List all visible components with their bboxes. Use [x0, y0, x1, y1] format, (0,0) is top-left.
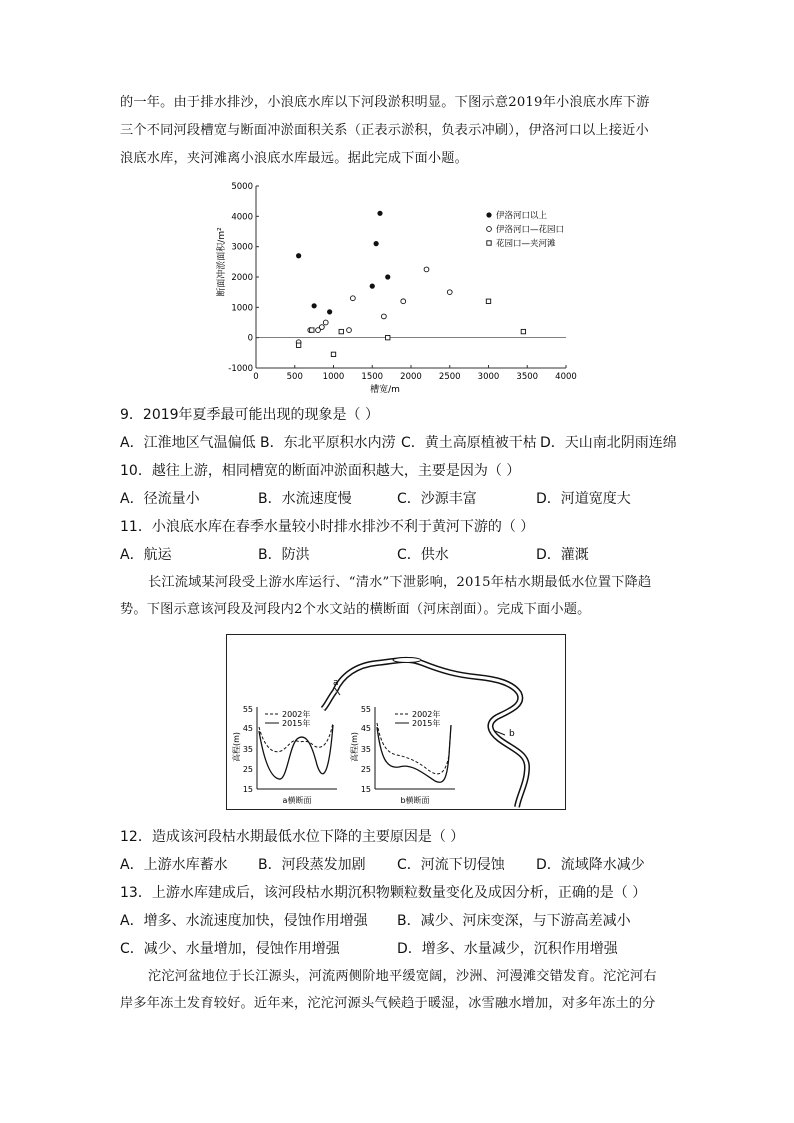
q11-option-c[interactable]: C．供水 [397, 547, 449, 563]
passage1-line-1: 的一年。由于排水排沙，小浪底水库以下河段淤积明显。下图示意2019年小浪底水库下游 [120, 95, 650, 110]
b-legend-2002: 2002年 [412, 710, 441, 719]
q9-option-c[interactable]: C．黄土高原植被干枯 [401, 435, 537, 451]
passage3-line-1: 沱沱河盆地位于长江源头，河流两侧阶地平缓宽阔，沙洲、河漫滩交错发育。沱沱河右 [148, 969, 657, 984]
b-ytick-25: 25 [360, 765, 371, 774]
chart-point-series-3 [386, 335, 390, 339]
caption-a: a横断面 [282, 796, 312, 805]
chart-point-series-1 [296, 253, 301, 258]
q13-option-b[interactable]: B．减少、河床变深，与下游高差减小 [397, 913, 631, 929]
a-ytick-55: 55 [242, 705, 253, 714]
chart-point-series-2 [447, 290, 452, 295]
passage1-line-3: 浪底水库，夹河滩离小浪底水库最远。据此完成下面小题。 [120, 151, 469, 166]
cross-section-b-panel [349, 705, 455, 805]
q9-option-b[interactable]: B．东北平原积水内涝 [260, 435, 396, 451]
b-ylabel: 高程(m) [350, 731, 359, 763]
q13-option-c[interactable]: C．减少、水量增加，侵蚀作用增强 [120, 941, 340, 957]
chart-xtick-label: 500 [286, 372, 303, 382]
q9-option-a[interactable]: A．江淮地区气温偏低 [120, 435, 256, 451]
station-b-label: b [509, 729, 515, 739]
chart-point-series-3 [486, 299, 490, 303]
q11-option-d[interactable]: D．灌溉 [536, 547, 589, 563]
chart-point-series-2 [381, 314, 386, 319]
q12-option-d[interactable]: D．流域降水减少 [536, 857, 645, 873]
chart-point-series-3 [521, 329, 525, 333]
chart-xtick-label: 1000 [322, 372, 345, 382]
chart-point-series-2 [347, 328, 352, 333]
cross-section-a-panel [231, 705, 337, 805]
q13-option-a[interactable]: A．增多、水流速度加快，侵蚀作用增强 [120, 913, 368, 929]
chart-point-series-2 [401, 299, 406, 304]
passage1-line-2: 三个不同河段槽宽与断面冲淤面积关系（正表示淤积，负表示冲刷），伊洛河口以上接近小 [120, 123, 649, 138]
a-ytick-25: 25 [242, 765, 253, 774]
q11-option-a[interactable]: A．航运 [120, 547, 172, 563]
chart-point-series-2 [323, 320, 328, 325]
q13-option-d[interactable]: D．增多、水量减少，沉积作用增强 [397, 941, 618, 957]
chart-ytick-label: -1000 [228, 364, 253, 374]
q9-stem: 9．2019年夏季最可能出现的现象是（ ） [120, 407, 379, 423]
b-ytick-45: 45 [360, 724, 371, 733]
q12-option-b[interactable]: B．河段蒸发加剧 [258, 857, 366, 873]
passage2-line-1: 长江流域某河段受上游水库运行、“清水”下泄影响，2015年枯水期最低水位置下降趋 [148, 575, 652, 590]
chart-point-series-2 [319, 325, 324, 330]
a-legend-2002: 2002年 [282, 710, 311, 719]
river-cross-section-figure [226, 634, 566, 810]
chart-ytick-label: 1000 [231, 303, 253, 314]
chart-point-series-3 [331, 352, 335, 356]
q13-stem: 13．上游水库建成后，该河段枯水期沉积物颗粒数量变化及成因分析，正确的是（ ） [120, 885, 647, 901]
chart-xtick-label: 2000 [400, 372, 422, 382]
chart-point-series-1 [374, 241, 379, 246]
q11-stem: 11．小浪底水库在春季水量较小时排水排沙不利于黄河下游的（ ） [120, 519, 535, 535]
a-ylabel: 高程(m) [232, 731, 241, 763]
chart-legend-marker-1 [486, 212, 491, 217]
chart-point-series-1 [370, 284, 375, 289]
q11-option-b[interactable]: B．防洪 [258, 547, 310, 563]
chart-point-series-1 [327, 309, 332, 314]
chart-point-series-1 [385, 274, 390, 279]
chart-ytick-label: 3000 [231, 242, 253, 253]
chart-ytick-label: 5000 [231, 182, 253, 192]
chart-point-series-1 [312, 303, 317, 308]
a-ytick-45: 45 [242, 724, 253, 733]
q10-stem: 10．越往上游，相同槽宽的断面冲淤面积越大，主要是因为（ ） [120, 463, 521, 479]
q9-option-d[interactable]: D．天山南北阴雨连绵 [540, 435, 677, 451]
chart-point-series-3 [310, 328, 314, 332]
chart-legend-marker-2 [487, 227, 492, 232]
chart-legend-label-1: 伊洛河口以上 [496, 211, 548, 221]
chart-ytick-label: 2000 [231, 273, 253, 283]
b-ytick-15: 15 [360, 785, 371, 794]
chart-xtick-label: 2500 [438, 372, 461, 382]
a-legend-2015: 2015年 [282, 719, 311, 728]
chart-xtick-label: 1500 [361, 372, 384, 382]
passage2-line-2: 势。下图示意该河段及河段内2个水文站的横断面（河床剖面）。完成下面小题。 [120, 602, 591, 617]
chart-point-series-3 [339, 329, 343, 333]
q12-option-a[interactable]: A．上游水库蓄水 [120, 857, 228, 873]
chart-y-axis-label: 断面冲淤面积/m² [217, 227, 227, 297]
chart-point-series-3 [296, 343, 300, 347]
chart-x-axis-label: 槽宽/m [370, 385, 400, 395]
b-ytick-35: 35 [360, 745, 371, 754]
q12-option-c[interactable]: C．河流下切侵蚀 [397, 857, 505, 873]
chart-legend-label-2: 伊洛河口—花园口 [496, 225, 565, 235]
q10-option-b[interactable]: B．水流速度慢 [258, 491, 352, 507]
chart-xtick-label: 3500 [516, 372, 539, 382]
q10-option-a[interactable]: A．径流量小 [120, 491, 200, 507]
chart-point-series-2 [424, 267, 429, 272]
chart-ytick-label: 4000 [231, 212, 253, 223]
b-ytick-55: 55 [360, 705, 371, 714]
a-ytick-15: 15 [242, 785, 253, 794]
caption-b: b横断面 [400, 796, 430, 805]
chart-legend-marker-3 [487, 241, 491, 245]
chart-xtick-label: 3000 [477, 372, 500, 382]
chart-point-series-2 [350, 296, 355, 301]
q12-stem: 12．造成该河段枯水期最低水位下降的主要原因是（ ） [120, 829, 465, 845]
q10-option-d[interactable]: D．河道宽度大 [536, 491, 631, 507]
q10-option-c[interactable]: C．沙源丰富 [397, 491, 477, 507]
b-legend-2015: 2015年 [412, 719, 441, 728]
chart-xtick-label: 0 [253, 372, 259, 382]
a-ytick-35: 35 [242, 745, 253, 754]
chart-xtick-label: 4000 [555, 372, 577, 382]
station-a-label: a [333, 678, 339, 688]
chart-legend-label-3: 花园口—夹河滩 [496, 239, 556, 249]
chart-point-series-1 [377, 211, 382, 216]
passage3-line-2: 岸多年冻土发育较好。近年来，沱沱河源头气候趋于暖湿，冰雪融水增加，对多年冻土的分 [120, 996, 656, 1011]
chart-ytick-label: 0 [247, 333, 253, 344]
scatter-chart [212, 178, 592, 398]
